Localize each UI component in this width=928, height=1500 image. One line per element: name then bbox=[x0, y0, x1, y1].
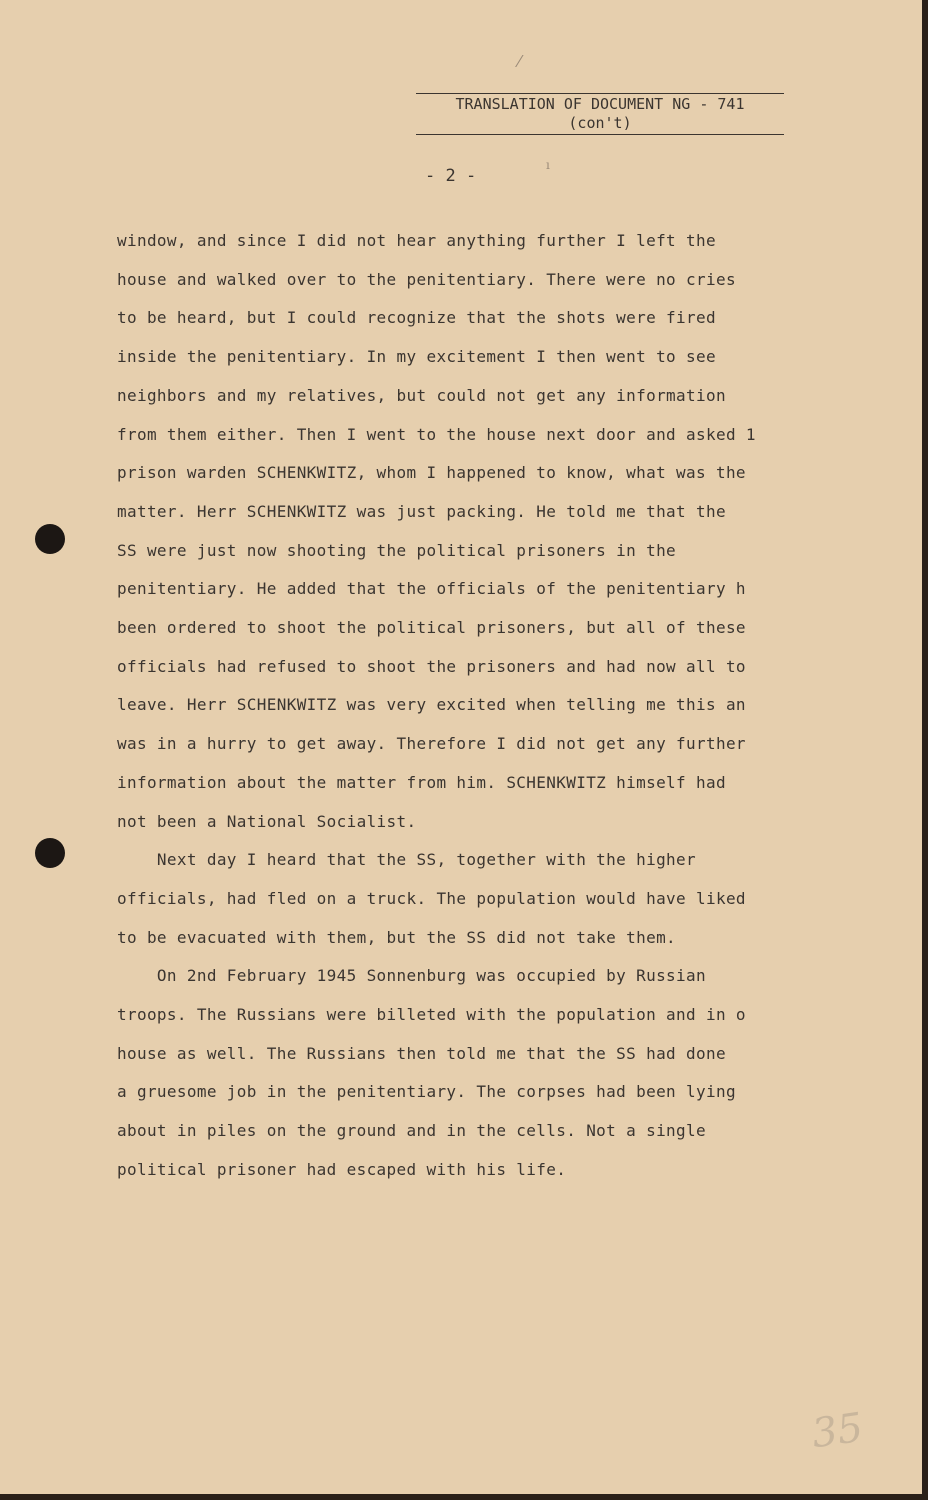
text-line: a gruesome job in the penitentiary. The corpses had been lying bbox=[117, 1082, 736, 1102]
text-line: prison warden SCHENKWITZ, whom I happened to know, what was the bbox=[117, 463, 746, 483]
text-line: to be heard, but I could recognize that the shots were fired bbox=[117, 308, 716, 328]
text-line: to be evacuated with them, but the SS did not take them. bbox=[117, 927, 677, 947]
punch-hole-lower bbox=[35, 838, 65, 868]
header-title: TRANSLATION OF DOCUMENT NG - 741 bbox=[455, 95, 745, 113]
text-line: officials had refused to shoot the prisoners and had now all to bbox=[117, 656, 746, 676]
text-line: On 2nd February 1945 Sonnenburg was occupied by Russian bbox=[117, 966, 706, 986]
text-line: neighbors and my relatives, but could not get any information bbox=[117, 385, 726, 405]
text-line: not been a National Socialist. bbox=[117, 811, 417, 831]
text-line: inside the penitentiary. In my excitement I then went to see bbox=[117, 347, 716, 367]
punch-hole-upper bbox=[35, 524, 65, 554]
text-line: matter. Herr SCHENKWITZ was just packing. He told me that the bbox=[117, 501, 726, 521]
text-line: SS were just now shooting the political prisoners in the bbox=[117, 540, 677, 560]
text-line: was in a hurry to get away. Therefore I did not get any further bbox=[117, 734, 746, 754]
body-text bbox=[117, 222, 857, 1190]
text-line: penitentiary. He added that the officials of the penitentiary h bbox=[117, 579, 746, 599]
stray-mark: ⁄ bbox=[518, 52, 521, 71]
text-line: from them either. Then I went to the house next door and asked 1 bbox=[117, 424, 756, 444]
text-line: about in piles on the ground and in the cells. Not a single bbox=[117, 1121, 706, 1141]
text-line: window, and since I did not hear anything further I left the bbox=[117, 231, 716, 250]
document-header bbox=[416, 92, 784, 135]
text-line: officials, had fled on a truck. The population would have liked bbox=[117, 888, 746, 908]
text-line: troops. The Russians were billeted with the population and in o bbox=[117, 1005, 746, 1025]
header-top-rule bbox=[416, 93, 784, 94]
text-line: Next day I heard that the SS, together with the higher bbox=[117, 850, 697, 870]
header-continued: (con't) bbox=[416, 114, 784, 135]
text-line: house and walked over to the penitentiary. There were no cries bbox=[117, 269, 736, 289]
text-line: been ordered to shoot the political prisoners, but all of these bbox=[117, 618, 746, 638]
text-line: political prisoner had escaped with his life. bbox=[117, 1159, 567, 1179]
text-line: information about the matter from him. SCHENKWITZ himself had bbox=[117, 772, 726, 792]
stray-mark: ı bbox=[546, 158, 550, 172]
pencil-page-note: 35 bbox=[809, 1404, 866, 1458]
text-line: leave. Herr SCHENKWITZ was very excited when telling me this an bbox=[117, 695, 746, 715]
text-line: house as well. The Russians then told me that the SS had done bbox=[117, 1043, 726, 1063]
page-number: - 2 - bbox=[425, 166, 477, 186]
